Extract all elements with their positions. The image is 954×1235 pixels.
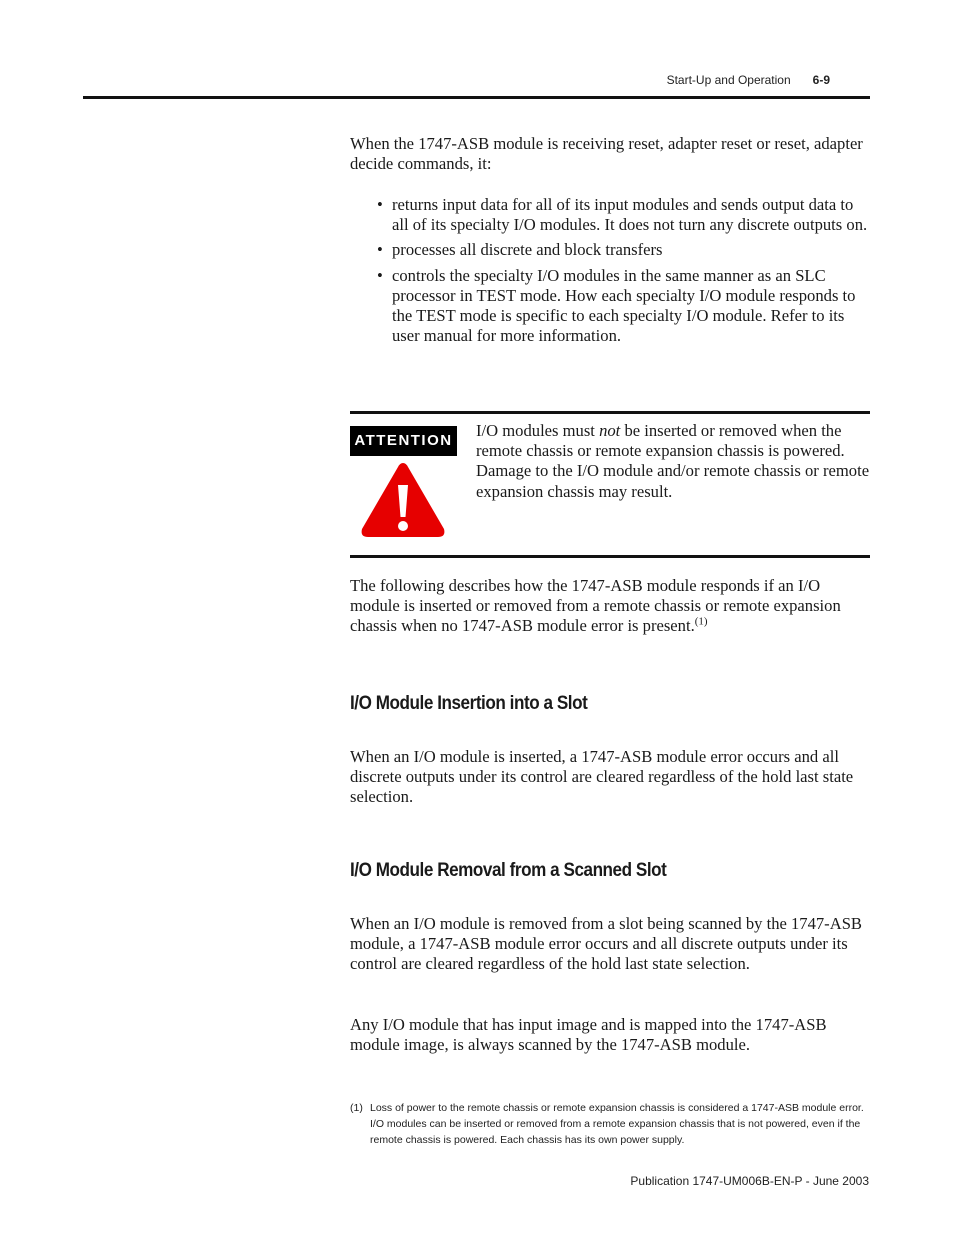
header-rule [83,96,870,99]
warning-icon [358,459,448,541]
section-title: Start-Up and Operation [666,73,791,87]
publication-footer: Publication 1747-UM006B-EN-P - June 2003 [630,1174,869,1188]
list-item: • processes all discrete and block transfers [350,240,870,260]
footnote-reference: (1) [694,615,708,628]
attention-label: ATTENTION [350,426,457,456]
footnote [350,1100,870,1148]
scan-paragraph: Any I/O module that has input image and is mapped into the 1747-ASB module image, is always scanned by the 1747-ASB module. [350,1015,827,1055]
footnote-mark: (1) [350,1102,363,1114]
running-header [667,73,830,87]
describes-paragraph: The following describes how the 1747-ASB module responds if an I/O module is inserted or removed from a remote chassis or remote expansion chassis when no 1747-ASB module error is present.$^{(1)}$ [350,576,841,636]
insertion-paragraph: When an I/O module is inserted, a 1747-ASB module error occurs and all discrete outputs under its control are cleared regardless of the hold last state selection. [350,747,854,807]
emphasis-not: not [599,421,621,440]
removal-paragraph: When an I/O module is removed from a slot being scanned by the 1747-ASB module, a 1747-ASB module error occurs and all discrete outputs under its control are cleared regardless of the hold last state selection. [350,914,862,974]
section-heading-insertion: I/O Module Insertion into a Slot [350,693,588,714]
attention-text: I/O modules must not be inserted or removed when the remote chassis or remote expansion chassis is powered. Damage to the I/O module and/or remote chassis or remote expansion chassis may result. [476,421,870,501]
section-heading-removal: I/O Module Removal from a Scanned Slot [350,860,667,881]
page-number: 6-9 [812,73,830,87]
attention-bottom-rule [350,555,870,558]
list-item: • returns input data for all of its input modules and sends output data to all of its specialty I/O modules. It does not turn any discrete outputs on. [350,195,870,235]
footnote-text: Loss of power to the remote chassis or remote expansion chassis is considered a 1747-ASB module error. I/O modules can be inserted or removed from a remote expansion chassis that is not powered, even if the remote chassis is powered. Each chassis has its own power supply. [370,1102,864,1146]
bullet-list [350,195,870,351]
attention-top-rule [350,411,870,414]
list-item: • controls the specialty I/O modules in the same manner as an SLC processor in TEST mode. How each specialty I/O module responds to the TEST mode is specific to each specialty I/O module. Refer to its user manual for more information. [350,266,870,347]
intro-paragraph: When the 1747-ASB module is receiving reset, adapter reset or reset, adapter decide commands, it: [350,134,863,174]
